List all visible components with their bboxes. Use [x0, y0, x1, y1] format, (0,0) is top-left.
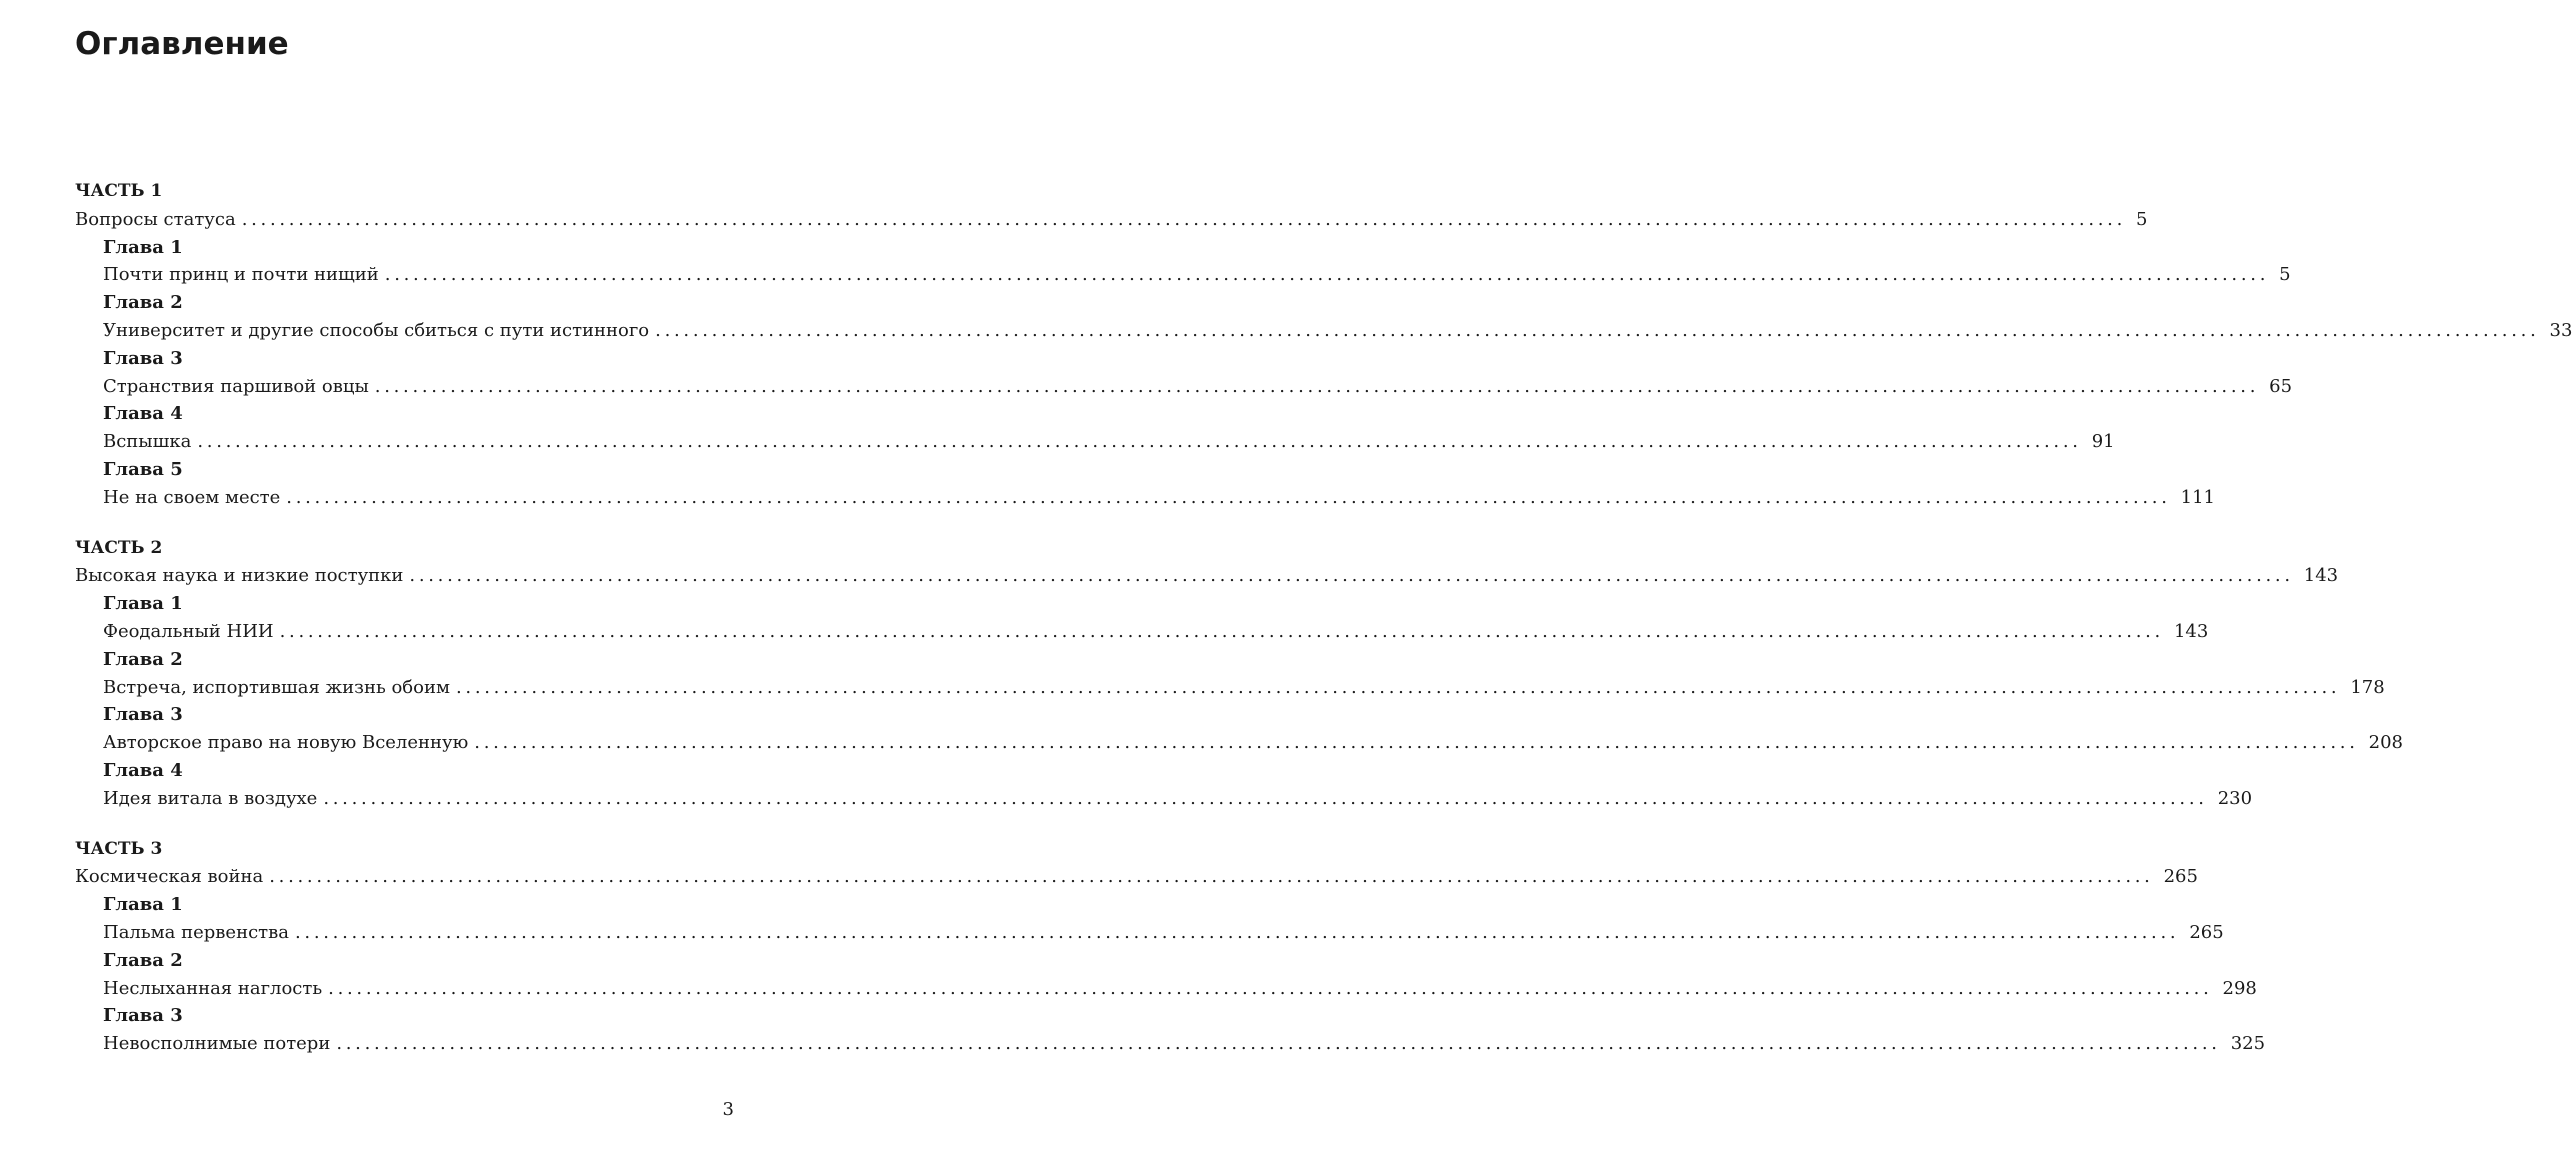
chapter-entry[interactable] — [75, 975, 2257, 1003]
page-ref: 178 — [2350, 676, 2385, 698]
toc-part-2 — [75, 535, 2403, 813]
page-ref: 91 — [2091, 431, 2115, 453]
chapter-entry[interactable] — [75, 373, 2293, 401]
page-ref: 143 — [2303, 565, 2339, 587]
table-of-contents — [75, 178, 2572, 1081]
chapter-entry[interactable] — [75, 729, 2403, 757]
chapter-entry[interactable] — [75, 261, 2291, 289]
page-ref: 325 — [2230, 1033, 2266, 1055]
toc-part-3 — [75, 836, 2266, 1058]
chapter-label: Глава 3 — [103, 704, 183, 726]
dot-leader: ........................................................................................................................................................................................................ — [279, 620, 2164, 642]
part-title-entry[interactable] — [75, 863, 2198, 891]
chapter-label: Глава 2 — [103, 949, 183, 971]
part-title: Высокая наука и низкие поступки — [75, 565, 404, 587]
page-ref: 33 — [2549, 319, 2572, 341]
chapter-label: Глава 5 — [103, 458, 183, 480]
part-title: Космическая война — [75, 866, 264, 888]
page-ref: 143 — [2173, 620, 2209, 642]
dot-leader: ........................................................................................................................................................................................................ — [374, 375, 2260, 397]
part-label: ЧАСТЬ 3 — [75, 838, 163, 859]
chapter-label: Глава 3 — [103, 1005, 183, 1027]
page-ref: 298 — [2222, 977, 2257, 999]
page-ref: 111 — [2180, 486, 2215, 508]
dot-leader: ........................................................................................................................................................................................................ — [286, 486, 2171, 508]
chapter-entry[interactable] — [75, 484, 2215, 512]
page-ref: 230 — [2217, 787, 2253, 809]
dot-leader: ........................................................................................................................................................................................................ — [655, 319, 2540, 341]
page-number: 3 — [722, 1099, 734, 1120]
dot-leader: ........................................................................................................................................................................................................ — [336, 1033, 2221, 1055]
chapter-entry[interactable] — [75, 785, 2253, 813]
chapter-entry[interactable] — [75, 618, 2209, 646]
dot-leader: ........................................................................................................................................................................................................ — [328, 977, 2213, 999]
page-ref: 5 — [2279, 264, 2291, 286]
dot-leader: ........................................................................................................................................................................................................ — [455, 676, 2341, 698]
chapter-label: Глава 1 — [103, 894, 183, 916]
dot-leader: ........................................................................................................................................................................................................ — [409, 565, 2294, 587]
part-label: ЧАСТЬ 2 — [75, 537, 163, 558]
dot-leader: ........................................................................................................................................................................................................ — [269, 866, 2154, 888]
chapter-title: Пальма первенства — [103, 921, 289, 943]
chapter-title: Встреча, испортившая жизнь обоим — [103, 676, 450, 698]
dot-leader: ........................................................................................................................................................................................................ — [241, 208, 2127, 230]
chapter-title: Не на своем месте — [103, 486, 281, 508]
dot-leader: ........................................................................................................................................................................................................ — [323, 787, 2208, 809]
chapter-entry[interactable] — [75, 1030, 2266, 1058]
chapter-label: Глава 2 — [103, 648, 183, 670]
page-ref: 65 — [2269, 375, 2293, 397]
page-ref: 5 — [2136, 208, 2148, 230]
toc-part-1 — [75, 178, 2572, 512]
chapter-entry[interactable] — [75, 674, 2385, 702]
dot-leader: ........................................................................................................................................................................................................ — [384, 264, 2270, 286]
part-title-entry[interactable] — [75, 206, 2148, 234]
chapter-title: Авторское право на новую Вселенную — [103, 732, 469, 754]
dot-leader: ........................................................................................................................................................................................................ — [294, 921, 2180, 943]
chapter-label: Глава 3 — [103, 347, 183, 369]
part-label: ЧАСТЬ 1 — [75, 181, 163, 201]
chapter-label: Глава 4 — [103, 403, 183, 425]
page-ref: 265 — [2163, 866, 2198, 888]
chapter-title: Идея витала в воздухе — [103, 787, 318, 809]
chapter-label: Глава 2 — [103, 292, 183, 314]
chapter-title: Неслыханная наглость — [103, 977, 323, 999]
dot-leader: ........................................................................................................................................................................................................ — [197, 431, 2082, 453]
chapter-entry[interactable] — [75, 919, 2224, 947]
chapter-entry[interactable] — [75, 317, 2572, 345]
dot-leader: ........................................................................................................................................................................................................ — [474, 732, 2359, 754]
chapter-title: Невосполнимые потери — [103, 1033, 331, 1055]
chapter-label: Глава 4 — [103, 759, 183, 781]
page-ref: 208 — [2368, 732, 2403, 754]
page-title: Оглавление — [75, 26, 289, 62]
chapter-label: Глава 1 — [103, 593, 183, 615]
chapter-entry[interactable] — [75, 428, 2115, 456]
part-title: Вопросы статуса — [75, 208, 236, 230]
page-ref: 265 — [2189, 921, 2224, 943]
chapter-title: Странствия паршивой овцы — [103, 375, 369, 397]
part-title-entry[interactable] — [75, 562, 2339, 590]
chapter-title: Вспышка — [103, 431, 192, 453]
chapter-label: Глава 1 — [103, 236, 183, 258]
chapter-title: Почти принц и почти нищий — [103, 264, 379, 286]
chapter-title: Феодальный НИИ — [103, 620, 274, 642]
chapter-title: Университет и другие способы сбиться с пути истинного — [103, 319, 650, 341]
